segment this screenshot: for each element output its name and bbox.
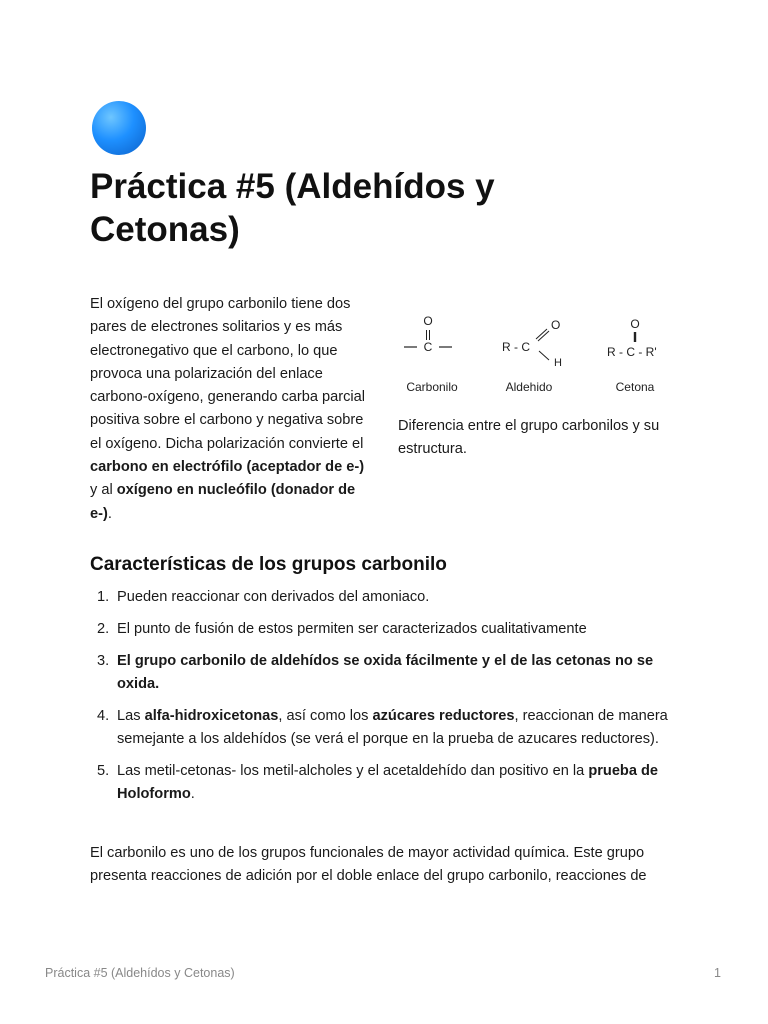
carbonyl-structures-figure — [398, 310, 678, 400]
list-item — [90, 586, 690, 609]
list-item-text: , así como los — [278, 707, 373, 724]
closing-paragraph: El carbonilo es uno de los grupos funcionales de mayor actividad química. Este grupo presenta reacciones de adición por el doble enlace del grupo carbonilo, reacciones de — [90, 845, 647, 885]
aldehido-label: Aldehido — [505, 380, 553, 394]
list-item — [90, 705, 690, 752]
carbonilo-oxygen: O — [423, 314, 433, 328]
structures-diagram — [398, 310, 678, 400]
figure-caption: Diferencia entre el grupo carbonilos y su estructura. — [398, 418, 660, 458]
blue-circle-icon — [92, 101, 146, 155]
list-item-text: Las metil-cetonas- los metil-alcholes y el acetaldehído dan positivo en la — [117, 762, 589, 779]
aldehido-hydrogen: H — [554, 357, 562, 369]
carbonilo-label: Carbonilo — [406, 380, 458, 394]
aldehido-h-bond — [539, 351, 549, 360]
footer-page-number: 1 — [714, 966, 721, 980]
list-item-number: 2. — [97, 620, 110, 637]
cetona-double-bond — [634, 332, 636, 342]
carbonilo-carbon: C — [423, 340, 433, 354]
list-item-text: . — [190, 786, 195, 803]
cetona-formula: R - C - R' — [607, 345, 657, 359]
list-item-text: Las — [117, 707, 145, 724]
list-item-bold-text: El grupo carbonilo de aldehídos se oxida fácilmente y el de las cetonas no se oxida. — [117, 652, 654, 692]
intro-bold-2: oxígeno en nucleófilo (donador de e-) — [90, 482, 356, 522]
list-item-text: , reaccionan de manera semejante a los aldehídos (se verá el porque en la prueba de azucares reductores). — [117, 707, 668, 747]
list-item-bold-text: alfa-hidroxicetonas — [144, 707, 279, 724]
list-item-number: 4. — [97, 707, 110, 724]
list-item-text: Pueden reaccionar con derivados del amoniaco. — [117, 589, 430, 605]
list-item — [90, 760, 690, 807]
intro-paragraph — [90, 293, 375, 526]
footer-title: Práctica #5 (Aldehídos y Cetonas) — [45, 966, 235, 980]
list-item-bold-text: prueba de Holoformo — [117, 762, 659, 803]
list-item-number: 5. — [97, 762, 110, 779]
intro-bold-1: carbono en electrófilo (aceptador de e-) — [90, 459, 365, 476]
characteristics-list — [90, 586, 690, 815]
section-heading: Características de los grupos carbonilo — [90, 554, 447, 575]
page-title: Práctica #5 (Aldehídos y Cetonas) — [90, 167, 495, 249]
intro-text-2: y al — [90, 482, 117, 499]
list-item — [90, 650, 690, 697]
cetona-oxygen: O — [630, 317, 640, 331]
intro-text-1: El oxígeno del grupo carbonilo tiene dos pares de electrones solitarios y es más electronegativo que el carbono, lo que provoca una polarización del enlace carbono-oxígeno, generando carba parcial positiva sobre el carbono y negativa sobre el oxígeno. Dicha polarización convierte el — [90, 296, 366, 452]
list-item-number: 1. — [97, 589, 110, 605]
list-item-text: El punto de fusión de estos permiten ser caracterizados cualitativamente — [117, 620, 587, 637]
list-item — [90, 618, 690, 641]
list-item-number: 3. — [97, 652, 110, 669]
aldehido-oxygen: O — [551, 318, 561, 332]
intro-text-3: . — [107, 505, 112, 522]
list-item-bold-text: azúcares reductores — [372, 707, 515, 724]
cetona-label: Cetona — [615, 380, 655, 394]
aldehido-formula: R - C — [502, 340, 530, 354]
